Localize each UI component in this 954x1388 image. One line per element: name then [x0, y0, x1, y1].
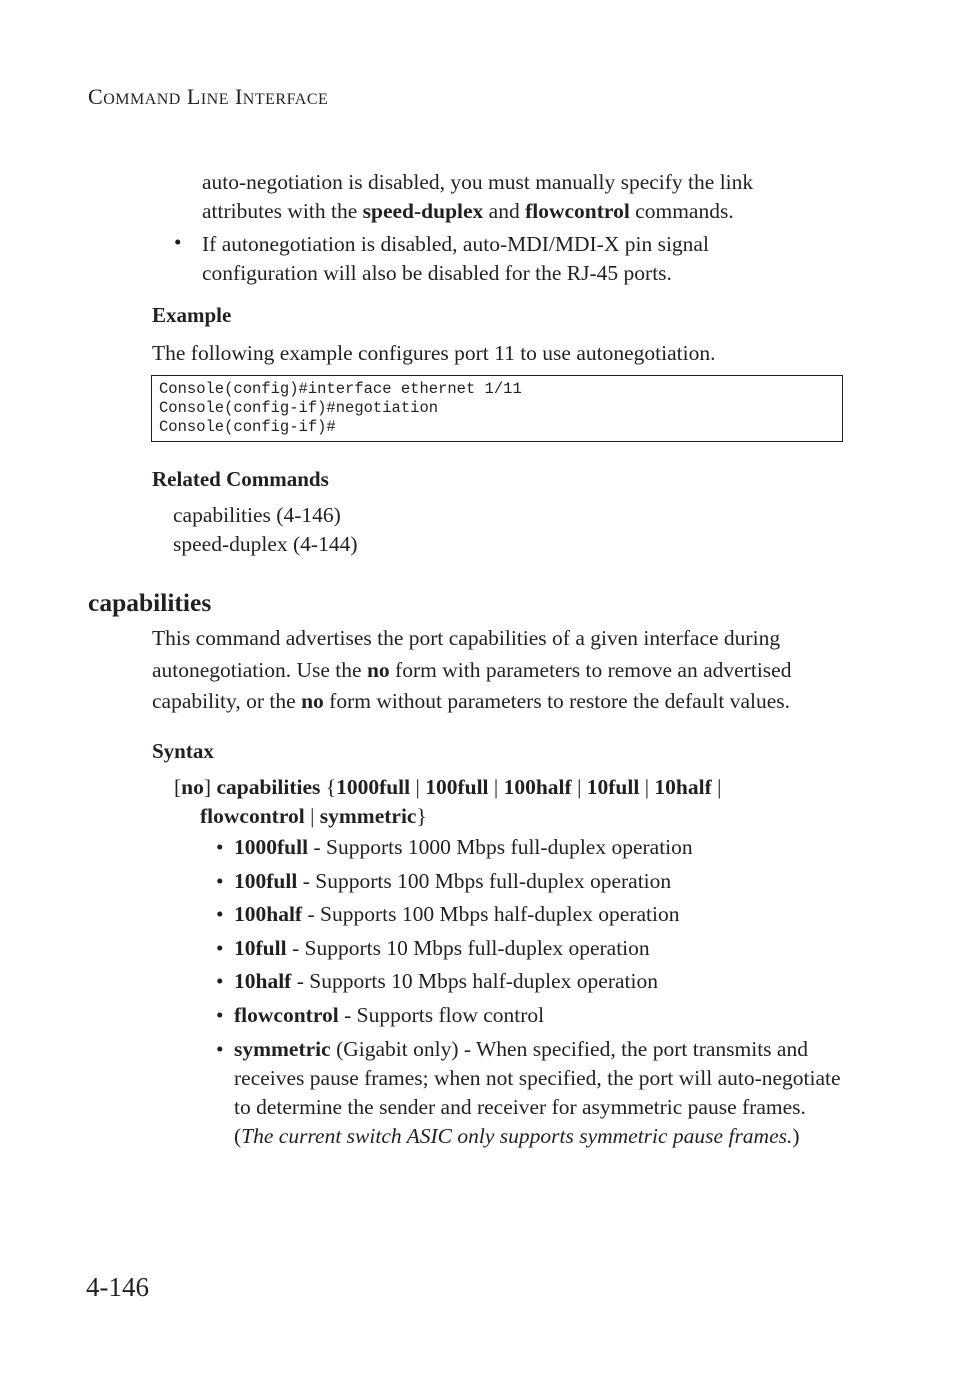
bullet-marker: • [216, 1003, 224, 1027]
param-desc: - Supports 100 Mbps full-duplex operation [297, 869, 672, 893]
code-line: Console(config-if)# [159, 418, 336, 436]
syntax-sep: | [639, 775, 655, 799]
running-header-initial: L [186, 84, 201, 109]
para-text: and [483, 199, 526, 223]
running-header-part: INE [200, 91, 229, 108]
syntax-sep: | [711, 775, 722, 799]
keyword-speed-duplex: speed-duplex [362, 199, 484, 223]
page-number: 4-146 [86, 1272, 149, 1302]
syntax-param: 100half [503, 775, 572, 799]
desc-text: form with parameters to remove an advertised capability, or the [152, 657, 792, 713]
keyword-no: no [366, 657, 390, 682]
running-header-part: OMMAND [103, 91, 181, 108]
capabilities-description [152, 623, 852, 718]
syntax-heading: Syntax [152, 739, 214, 763]
keyword-no: no [301, 689, 324, 713]
continued-paragraph [202, 168, 822, 226]
running-header-initial: C [88, 84, 104, 109]
example-heading: Example [152, 303, 232, 327]
param-item [216, 934, 846, 964]
desc-text: This command advertises the port capabilities of a given interface during autonegotiation. Use the [152, 626, 781, 682]
related-commands-heading: Related Commands [152, 467, 329, 491]
param-name: 100full [234, 869, 298, 893]
param-name: flowcontrol [234, 1003, 339, 1027]
bullet-marker: • [174, 230, 182, 254]
param-name: 1000full [234, 835, 309, 859]
param-name: symmetric [234, 1037, 331, 1061]
running-header-part: NTERFACE [242, 91, 329, 108]
param-desc: - Supports flow control [338, 1003, 545, 1027]
syntax-brace: { [320, 775, 337, 799]
param-item [216, 833, 846, 863]
syntax-param: symmetric [319, 804, 417, 828]
related-command-item: speed-duplex (4-144) [173, 532, 358, 556]
syntax-param: 10half [654, 775, 712, 799]
syntax-sep: | [304, 804, 320, 828]
syntax-param: 10full [586, 775, 640, 799]
param-item [216, 900, 846, 930]
bullet-marker: • [216, 902, 224, 926]
syntax-param: 1000full [336, 775, 411, 799]
bullet-marker: • [216, 1037, 224, 1061]
keyword-flowcontrol: flowcontrol [525, 199, 630, 223]
param-desc-end: ) [792, 1124, 800, 1148]
param-desc: - Supports 100 Mbps half-duplex operation [302, 902, 680, 926]
param-desc: (Gigabit only) - When specified, the port transmits and receives pause frames; when not specified, the port will auto-negotiate to determine the sender and receiver for asymmetric pause frames. ( [234, 1037, 841, 1148]
param-desc: - Supports 10 Mbps full-duplex operation [286, 936, 650, 960]
param-name: 100half [234, 902, 303, 926]
param-item-symmetric [216, 1035, 846, 1185]
bullet-marker: • [216, 936, 224, 960]
param-item [216, 967, 846, 997]
related-command-item: capabilities (4-146) [173, 503, 341, 527]
code-line: Console(config-if)#negotiation [159, 399, 439, 417]
code-line: Console(config)#interface ethernet 1/11 [159, 380, 522, 398]
para-text: auto-negotiation is disabled, you must manually specify the link attributes with the [202, 170, 754, 223]
param-note: The current switch ASIC only supports symmetric pause frames. [241, 1124, 793, 1148]
code-example-box [151, 375, 843, 442]
desc-text: form without parameters to restore the default values. [323, 689, 791, 713]
syntax-bracket: ] [203, 775, 217, 799]
running-header-initial: I [234, 84, 243, 109]
bullet-autonegotiation-mdi: If autonegotiation is disabled, auto-MDI/MDI-X pin signal configuration will also be disabled for the RJ-45 ports. [202, 232, 709, 285]
param-name: 10full [234, 936, 287, 960]
bullet-marker: • [216, 835, 224, 859]
bullet-marker: • [216, 969, 224, 993]
syntax-brace: } [416, 804, 427, 828]
syntax-line-1 [174, 775, 854, 800]
running-header [88, 84, 328, 110]
syntax-bracket: [ [174, 775, 182, 799]
example-text: The following example configures port 11 to use autonegotiation. [152, 341, 716, 365]
syntax-param: 100full [425, 775, 489, 799]
syntax-line-2 [200, 804, 840, 829]
param-item [216, 867, 846, 897]
syntax-sep: | [410, 775, 426, 799]
param-desc: - Supports 1000 Mbps full-duplex operation [308, 835, 693, 859]
syntax-no: no [181, 775, 204, 799]
syntax-sep: | [488, 775, 504, 799]
bullet-marker: • [216, 869, 224, 893]
syntax-command: capabilities [216, 775, 321, 799]
para-text: commands. [629, 199, 734, 223]
section-title: capabilities [88, 588, 212, 617]
syntax-sep: | [571, 775, 587, 799]
param-name: 10half [234, 969, 292, 993]
param-item [216, 1001, 846, 1031]
syntax-param: flowcontrol [200, 804, 305, 828]
param-desc: - Supports 10 Mbps half-duplex operation [291, 969, 658, 993]
